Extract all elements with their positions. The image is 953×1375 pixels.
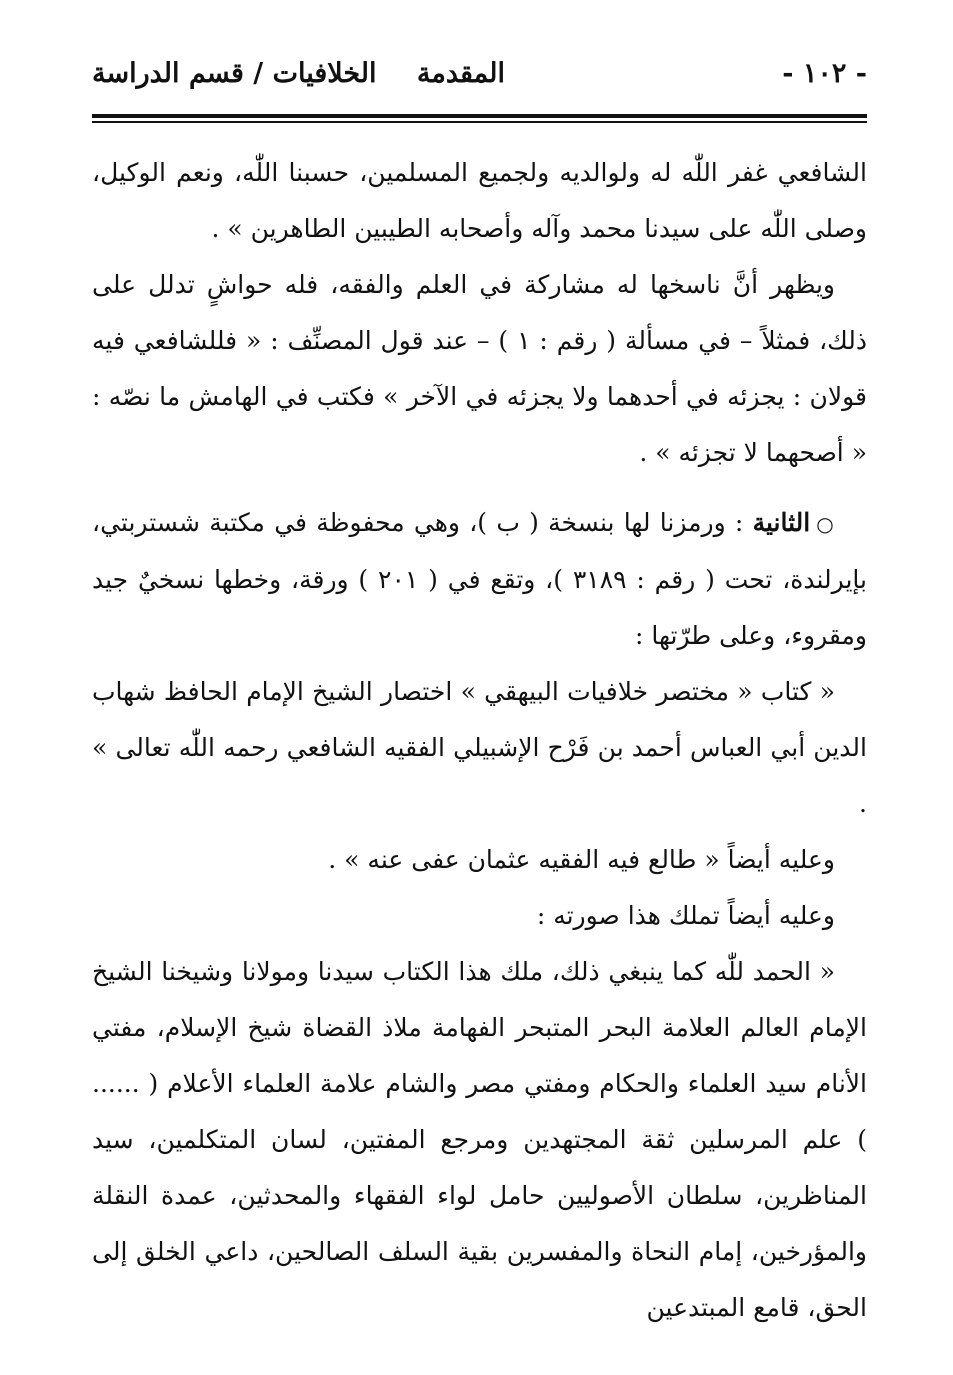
paragraph-copyist-notes: ويظهر أنَّ ناسخها له مشاركة في العلم والفقه، فله حواشٍ تدلل على ذلك، فمثلاً – في مسألة ( رقم : ١ ) – عند قول المصنِّف : « فللشافعي فيه قولان : يجزئه في أحدهما ولا يجزئه في الآخر » فكتب في الهامش ما نصّه : « أصحهما لا تجزئه » . [92, 270, 867, 467]
paragraph-ownership-text: « الحمد للّٰه كما ينبغي ذلك، ملك هذا الكتاب سيدنا ومولانا وشيخنا الشيخ الإمام العالم العلامة البحر المتبحر الفهامة ملاذ القضاة شيخ الإسلام، مفتي الأنام سيد العلماء والحكام ومفتي مصر والشام علامة العلماء الأعلام ( ...... ) علم المرسلين ثقة المجتهدين ومرجع المفتين، لسان المتكلمين، سيد المناظرين، سلطان الأصوليين حامل لواء الفقهاء والمحدثين، عمدة النقلة والمؤرخين، إمام النحاة والمفسرين بقية السلف الصالحين، داعي الخلق إلى الحق، قامع المبتدعين [92, 957, 867, 1322]
paragraph-title-page: « كتاب « مختصر خلافيات البيهقي » اختصار الشيخ الإمام الحافظ شهاب الدين أبي العباس أحمد بن فَرْح الإشبيلي الفقيه الشافعي رحمه اللّٰه تعالى » . [92, 677, 867, 818]
paragraph-ownership-intro: وعليه أيضاً تملك هذا صورته : [536, 901, 835, 930]
paragraph-continuation: الشافعي غفر اللّٰه له ولوالديه ولجميع المسلمين، حسبنا اللّٰه، ونعم الوكيل، وصلى اللّٰه على سيدنا محمد وآله وأصحابه الطيبين الطاهرين » . [92, 158, 867, 243]
manuscript-description: : ورمزنا لها بنسخة ( ب )، وهي محفوظة في مكتبة شستربتي، بإيرلندة، تحت ( رقم : ٣١٨٩ )، وتقع في ( ٢٠١ ) ورقة، وخطها نسخيٌ جيد ومقروء، وعلى طرّتها : [92, 508, 867, 650]
circle-bullet-icon: ○ [816, 512, 835, 536]
paragraph-reader-note: وعليه أيضاً « طالع فيه الفقيه عثمان عفى عنه » . [328, 845, 835, 874]
page-header [92, 52, 867, 96]
header-rule-thick [92, 114, 867, 118]
book-title: الخلافيات / قسم الدراسة [92, 58, 377, 89]
section-title: المقدمة [416, 58, 505, 89]
paragraph-second-manuscript [92, 495, 867, 664]
header-rule-thin [92, 121, 867, 123]
body-text [92, 145, 867, 1336]
page-number: - ١٠٢ - [782, 58, 867, 89]
manuscript-label: الثانية [752, 508, 811, 537]
